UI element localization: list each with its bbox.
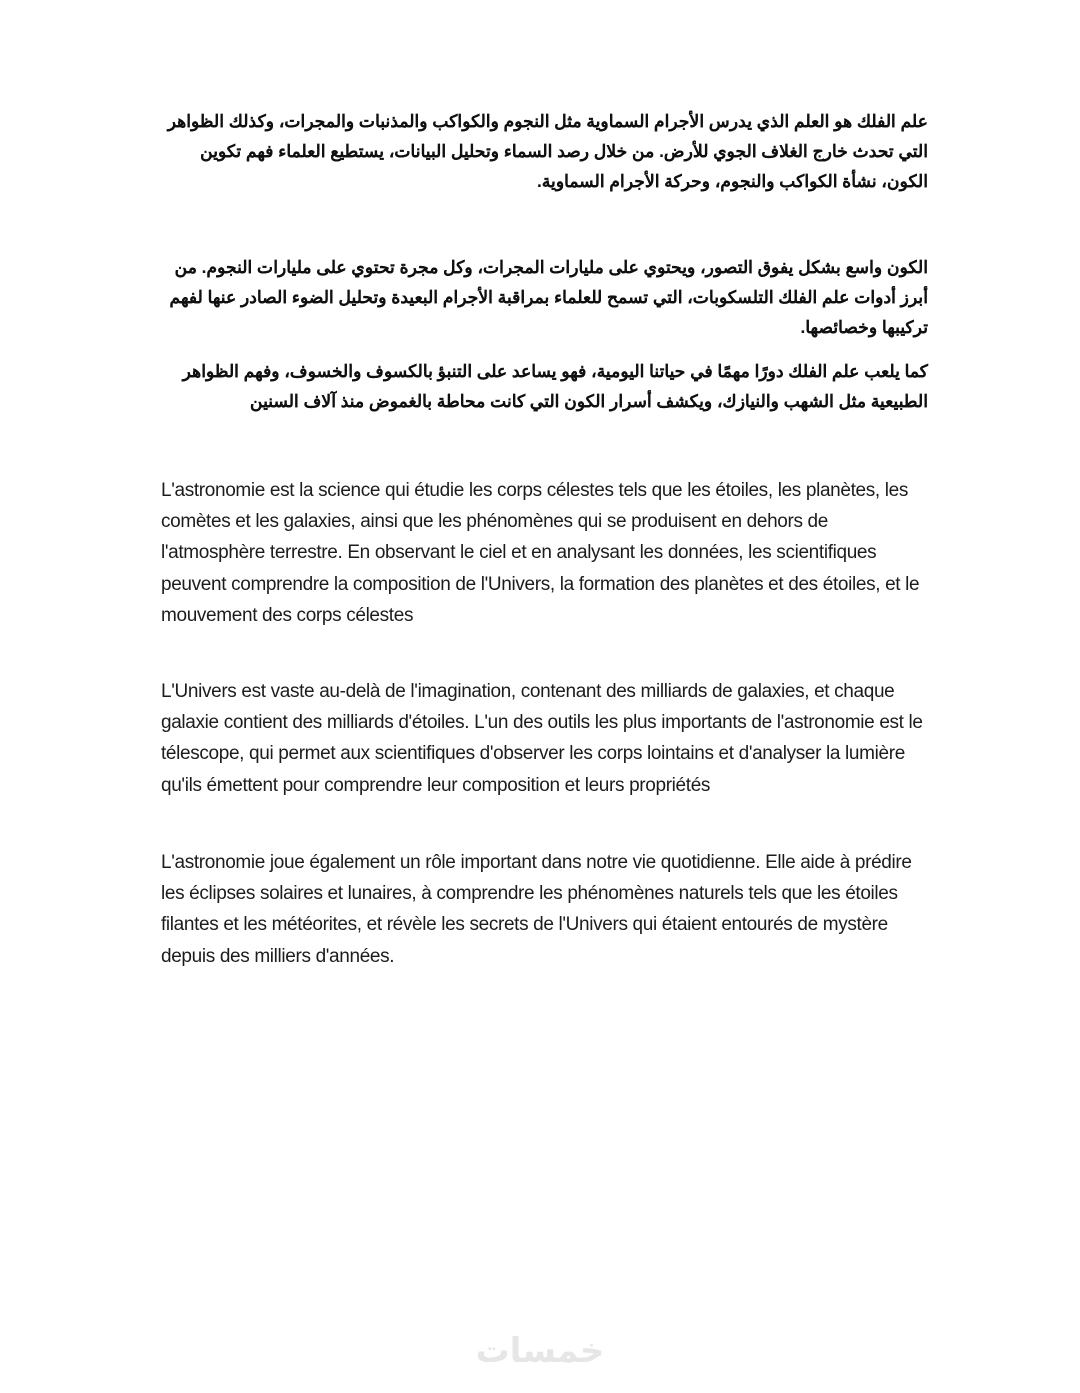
arabic-paragraph: كما يلعب علم الفلك دورًا مهمًا في حياتنا اليومية، فهو يساعد على التنبؤ بالكسوف والخسوف، وفهم الظواهر الطبيعية مثل الشهب والنيازك، ويكشف أسرار الكون التي كانت محاطة بالغموض منذ آلاف السنين	[182, 361, 928, 411]
french-paragraph: L'Univers est vaste au-delà de l'imagination, contenant des milliards de galaxies, et chaque galaxie contient des milliards d'étoiles. L'un des outils les plus importants de l'astronomie est le télescope, qui permet aux scientifiques d'observer les corps lointains et d'analyser la lumière qu'ils émettent pour comprendre leur composition et leurs propriétés	[161, 681, 923, 796]
khamsat-watermark-logo: خمسات	[475, 1331, 605, 1371]
arabic-paragraph: علم الفلك هو العلم الذي يدرس الأجرام السماوية مثل النجوم والكواكب والمذنبات والمجرات، وكذلك الظواهر التي تحدث خارج الغلاف الجوي للأرض. من خلال رصد السماء وتحليل البيانات، يستطيع العلماء فهم تكوين الكون، نشأة الكواكب والنجوم، وحركة الأجرام السماوية.	[167, 111, 928, 191]
french-paragraph: L'astronomie joue également un rôle important dans notre vie quotidienne. Elle aide à prédire les éclipses solaires et lunaires, à comprendre les phénomènes naturels tels que les étoiles filantes et les météorites, et révèle les secrets de l'Univers qui étaient entourés de mystère depuis des milliers d'années.	[161, 852, 912, 967]
arabic-paragraph: الكون واسع بشكل يفوق التصور، ويحتوي على مليارات المجرات، وكل مجرة تحتوي على مليارات النجوم. من أبرز أدوات علم الفلك التلسكوبات، التي تسمح للعلماء بمراقبة الأجرام البعيدة وتحليل الضوء الصادر عنها لفهم تركيبها وخصائصها.	[169, 257, 928, 337]
french-paragraph: L'astronomie est la science qui étudie les corps célestes tels que les étoiles, les planètes, les comètes et les galaxies, ainsi que les phénomènes qui se produisent en dehors de l'atmosphère terrestre. En observant le ciel et en analysant les données, les scientifiques peuvent comprendre la composition de l'Univers, la formation des planètes et des étoiles, et le mouvement des corps célestes	[161, 480, 920, 626]
